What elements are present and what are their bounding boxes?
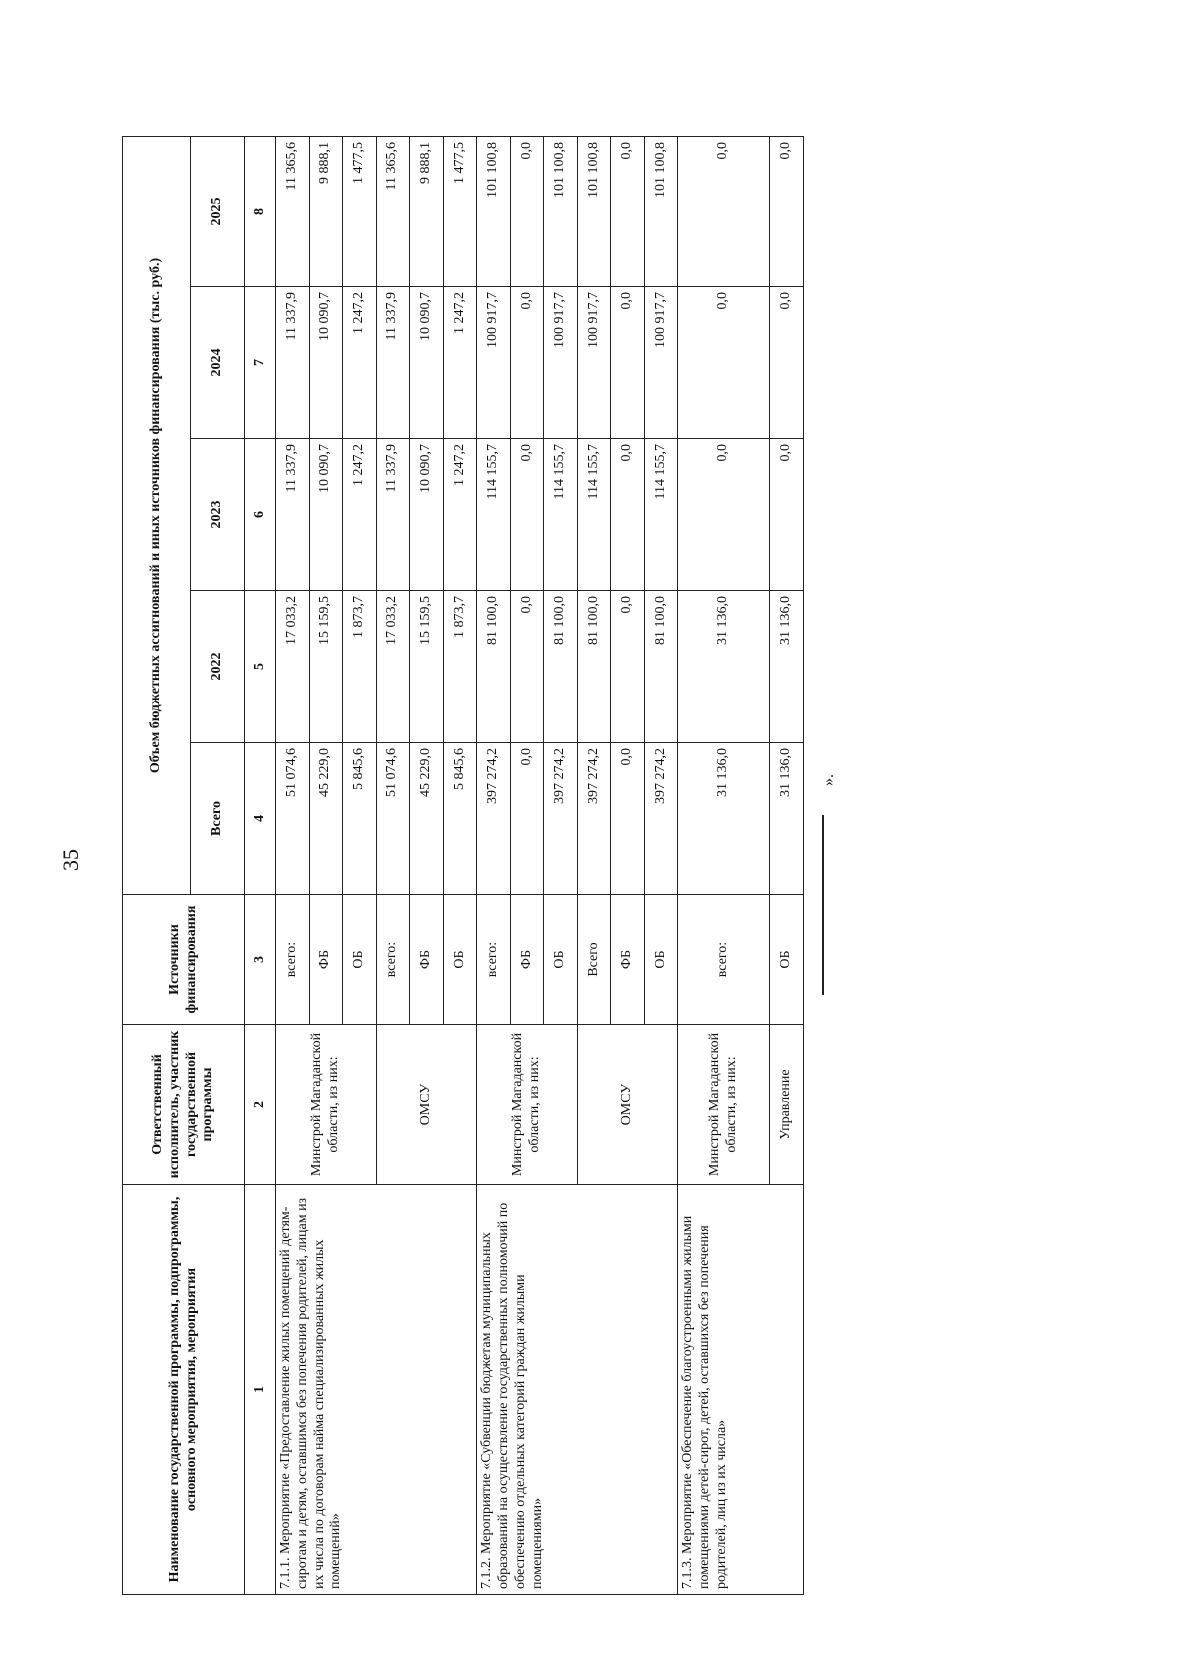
executor: ОМСУ — [577, 1025, 678, 1185]
column-index: 6 — [245, 439, 276, 591]
executor: ОМСУ — [376, 1025, 477, 1185]
column-index: 4 — [245, 743, 276, 895]
value-2024: 0,0 — [770, 287, 804, 439]
value-2023: 0,0 — [678, 439, 770, 591]
executor: Управление — [770, 1025, 804, 1185]
value-2024: 10 090,7 — [410, 287, 444, 439]
value-2022: 31 136,0 — [678, 591, 770, 743]
value-total: 397 274,2 — [577, 743, 611, 895]
source: ФБ — [510, 895, 544, 1025]
event-name: 7.1.2. Мероприятие «Субвенции бюджетам муниципальных образований на осуществление государственных полномочий по обеспечению отдельных категорий граждан жилыми помещениями» — [477, 1185, 678, 1595]
value-2025: 0,0 — [510, 137, 544, 287]
value-2025: 9 888,1 — [309, 137, 343, 287]
closing-quote: ». — [820, 774, 837, 786]
header-name: Наименование государственной программы, подпрограммы, основного мероприятия, мероприятия — [123, 1185, 245, 1595]
value-2023: 114 155,7 — [644, 439, 678, 591]
value-2022: 81 100,0 — [477, 591, 511, 743]
header-year: 2024 — [191, 287, 245, 439]
value-total: 397 274,2 — [477, 743, 511, 895]
source: ОБ — [443, 895, 477, 1025]
value-total: 31 136,0 — [770, 743, 804, 895]
source: всего: — [376, 895, 410, 1025]
column-index: 5 — [245, 591, 276, 743]
value-2022: 1 873,7 — [343, 591, 377, 743]
value-2024: 100 917,7 — [477, 287, 511, 439]
value-2022: 81 100,0 — [544, 591, 578, 743]
value-2023: 10 090,7 — [309, 439, 343, 591]
header-year: 2025 — [191, 137, 245, 287]
value-2023: 11 337,9 — [276, 439, 310, 591]
source: ОБ — [343, 895, 377, 1025]
source: ФБ — [410, 895, 444, 1025]
value-2023: 11 337,9 — [376, 439, 410, 591]
value-2024: 100 917,7 — [644, 287, 678, 439]
value-2022: 0,0 — [611, 591, 645, 743]
value-2023: 1 247,2 — [343, 439, 377, 591]
value-2025: 11 365,6 — [376, 137, 410, 287]
value-total: 0,0 — [611, 743, 645, 895]
value-2022: 15 159,5 — [410, 591, 444, 743]
column-index: 2 — [245, 1025, 276, 1185]
value-2025: 1 477,5 — [443, 137, 477, 287]
column-index: 7 — [245, 287, 276, 439]
value-2025: 11 365,6 — [276, 137, 310, 287]
value-2023: 10 090,7 — [410, 439, 444, 591]
source: всего: — [276, 895, 310, 1025]
value-2024: 0,0 — [611, 287, 645, 439]
executor: Минстрой Магаданской области, из них: — [678, 1025, 770, 1185]
value-2025: 101 100,8 — [644, 137, 678, 287]
value-2024: 100 917,7 — [544, 287, 578, 439]
value-2022: 17 033,2 — [376, 591, 410, 743]
source: ОБ — [644, 895, 678, 1025]
value-2025: 0,0 — [611, 137, 645, 287]
source: Всего — [577, 895, 611, 1025]
value-2022: 0,0 — [510, 591, 544, 743]
value-2024: 11 337,9 — [376, 287, 410, 439]
value-total: 31 136,0 — [678, 743, 770, 895]
closing-line — [822, 815, 824, 995]
header-total: Всего — [191, 743, 245, 895]
value-2023: 114 155,7 — [477, 439, 511, 591]
event-name: 7.1.1. Мероприятие «Предоставление жилых помещений детям-сиротам и детям, оставшимся без попечения родителей, лицам из их числа по договорам найма специализированных жилых помещений» — [276, 1185, 477, 1595]
value-2024: 100 917,7 — [577, 287, 611, 439]
value-total: 397 274,2 — [644, 743, 678, 895]
value-2023: 0,0 — [770, 439, 804, 591]
value-2022: 17 033,2 — [276, 591, 310, 743]
value-2024: 1 247,2 — [343, 287, 377, 439]
value-2025: 9 888,1 — [410, 137, 444, 287]
value-2025: 101 100,8 — [577, 137, 611, 287]
value-2023: 114 155,7 — [577, 439, 611, 591]
value-total: 45 229,0 — [309, 743, 343, 895]
value-2025: 0,0 — [770, 137, 804, 287]
value-2024: 0,0 — [510, 287, 544, 439]
value-2024: 10 090,7 — [309, 287, 343, 439]
header-source: Источники финансирования — [123, 895, 245, 1025]
value-total: 45 229,0 — [410, 743, 444, 895]
value-2024: 11 337,9 — [276, 287, 310, 439]
value-2022: 31 136,0 — [770, 591, 804, 743]
value-2022: 1 873,7 — [443, 591, 477, 743]
value-2025: 101 100,8 — [477, 137, 511, 287]
value-2023: 0,0 — [510, 439, 544, 591]
source: ФБ — [611, 895, 645, 1025]
value-2022: 15 159,5 — [309, 591, 343, 743]
value-2025: 101 100,8 — [544, 137, 578, 287]
event-name: 7.1.3. Мероприятие «Обеспечение благоустроенными жилыми помещениями детей-сирот, детей, оставшихся без попечения родителей, лиц из их числа» — [678, 1185, 804, 1595]
value-2023: 1 247,2 — [443, 439, 477, 591]
header-executor: Ответственный исполнитель, участник государственной программы — [123, 1025, 245, 1185]
executor: Минстрой Магаданской области, из них: — [477, 1025, 578, 1185]
value-2024: 1 247,2 — [443, 287, 477, 439]
value-2022: 81 100,0 — [577, 591, 611, 743]
page-number: 35 — [58, 849, 83, 871]
header-volume: Объем бюджетных ассигнований и иных источников финансирования (тыс. руб.) — [123, 137, 191, 895]
value-total: 51 074,6 — [276, 743, 310, 895]
rotated-table-frame — [122, 137, 804, 1595]
column-index: 8 — [245, 137, 276, 287]
source: всего: — [477, 895, 511, 1025]
header-year: 2023 — [191, 439, 245, 591]
value-2023: 0,0 — [611, 439, 645, 591]
table-row — [477, 137, 511, 1595]
table-row — [276, 137, 310, 1595]
source: ОБ — [544, 895, 578, 1025]
source: всего: — [678, 895, 770, 1025]
source: ОБ — [770, 895, 804, 1025]
value-2025: 0,0 — [678, 137, 770, 287]
value-2023: 114 155,7 — [544, 439, 578, 591]
value-total: 5 845,6 — [443, 743, 477, 895]
source: ФБ — [309, 895, 343, 1025]
financing-table — [122, 136, 804, 1595]
value-total: 397 274,2 — [544, 743, 578, 895]
header-year: 2022 — [191, 591, 245, 743]
value-2025: 1 477,5 — [343, 137, 377, 287]
column-index: 1 — [245, 1185, 276, 1595]
value-total: 0,0 — [510, 743, 544, 895]
table-row — [678, 137, 770, 1595]
value-total: 5 845,6 — [343, 743, 377, 895]
value-2024: 0,0 — [678, 287, 770, 439]
value-total: 51 074,6 — [376, 743, 410, 895]
column-index: 3 — [245, 895, 276, 1025]
executor: Минстрой Магаданской области, из них: — [276, 1025, 377, 1185]
value-2022: 81 100,0 — [644, 591, 678, 743]
